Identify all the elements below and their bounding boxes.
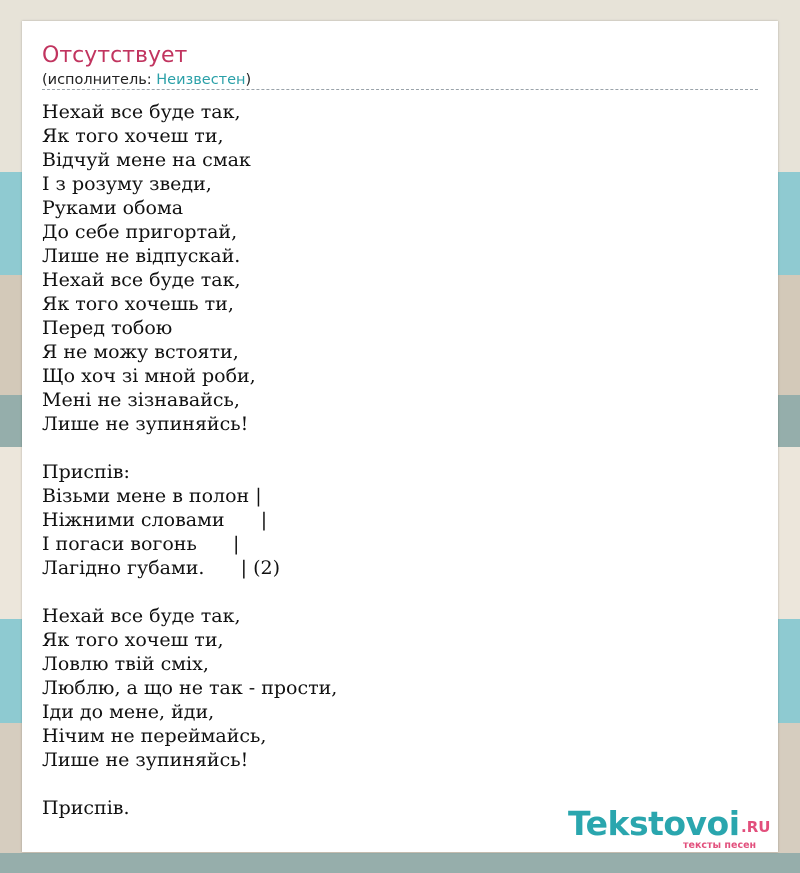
artist-line [42,71,251,89]
logo-domain: .RU [741,818,771,836]
lyric-line [42,580,742,604]
lyric-line: Лагідно губами. | (2) [42,557,281,579]
lyric-line: Нехай все буде так, [42,101,241,123]
lyric-line: Ніжними словами | [42,509,268,531]
lyric-line: Перед тобою [42,317,173,339]
lyric-line: І погаси вогонь | [42,533,240,555]
lyric-line: Відчуй мене на смак [42,149,251,171]
lyric-line: Лише не відпускай. [42,245,241,267]
lyric-line: Я не можу встояти, [42,341,239,363]
lyric-line: Як того хочешь ти, [42,293,234,315]
divider [42,89,758,90]
lyric-line: Лише не зупиняйсь! [42,749,249,771]
lyric-line: Ловлю твій сміх, [42,653,209,675]
lyric-line: Мені не зізнавайсь, [42,389,240,411]
lyric-line: Лише не зупиняйсь! [42,413,249,435]
lyrics-card [22,21,778,852]
lyric-line: Нічим не переймайсь, [42,725,267,747]
song-title: Отсутствует [42,43,188,68]
lyric-line: І з розуму зведи, [42,173,212,195]
logo-wordmark: Tekstovoi [568,804,740,843]
lyric-line: Нехай все буде так, [42,605,241,627]
lyric-line: Як того хочеш ти, [42,125,224,147]
site-logo[interactable] [568,804,778,852]
lyric-line: До себе пригортай, [42,221,238,243]
artist-link[interactable]: Неизвестен [156,72,246,88]
artist-prefix: (исполнитель: [42,72,157,88]
lyric-line: Візьми мене в полон | [42,485,262,507]
lyric-line [42,772,742,796]
logo-tagline: тексты песен [683,840,757,851]
lyrics-body [42,100,742,820]
lyric-line: Приспів. [42,797,130,819]
lyric-line: Приспів: [42,461,130,483]
lyric-line: Як того хочеш ти, [42,629,224,651]
lyric-line: Руками обома [42,197,184,219]
background-stripe [0,853,800,873]
lyric-line: Нехай все буде так, [42,269,241,291]
lyric-line [42,436,742,460]
lyric-line: Люблю, а що не так - прости, [42,677,338,699]
lyric-line: Що хоч зі мной роби, [42,365,256,387]
lyric-line: Іди до мене, йди, [42,701,215,723]
artist-suffix: ) [245,72,252,88]
